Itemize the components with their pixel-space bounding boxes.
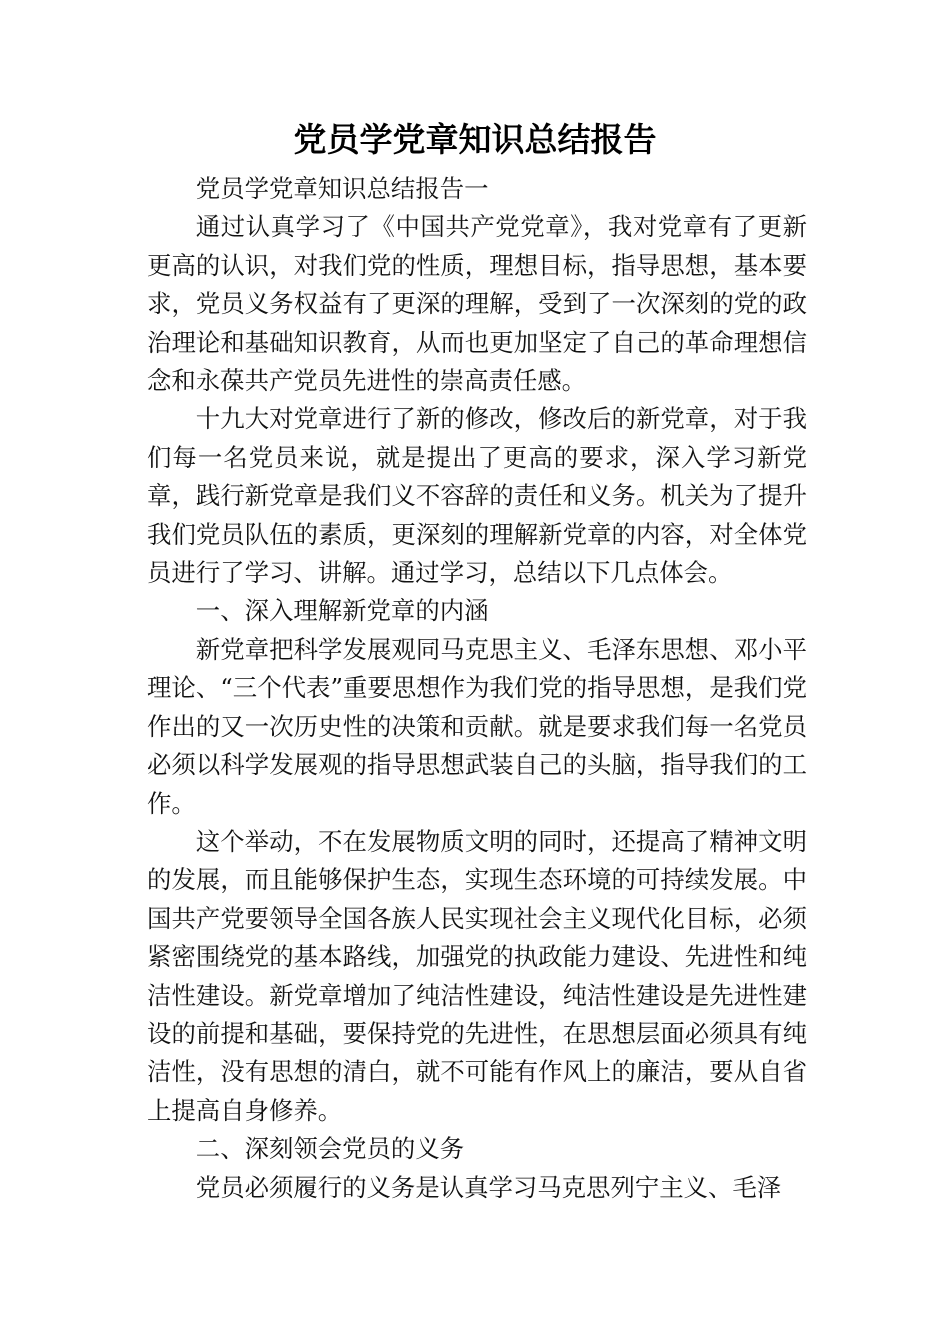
section-heading: 二、深刻领会党员的义务 [195,1134,465,1164]
body-paragraph: 通过认真学习了《中国共产党党章》，我对党章有了更新更高的认识，对我们党的性质，理想目标，指导思想，基本要求，党员义务权益有了更深的理解，受到了一次深刻的党的政治理论和基础知识教育，从而也更加坚定了自己的革命理想信念和永葆共产党员先进性的崇高责任感。 [147,212,807,396]
body-paragraph: 十九大对党章进行了新的修改，修改后的新党章，对于我们每一名党员来说，就是提出了更高的要求，深入学习新党章，践行新党章是我们义不容辞的责任和义务。机关为了提升我们党员队伍的素质，更深刻的理解新党章的内容，对全体党员进行了学习、讲解。通过学习，总结以下几点体会。 [147,404,807,588]
document-body [147,170,807,1207]
body-paragraph: 这个举动，不在发展物质文明的同时，还提高了精神文明的发展，而且能够保护生态，实现生态环境的可持续发展。中国共产党要领导全国各族人民实现社会主义现代化目标，必须紧密围绕党的基本路线，加强党的执政能力建设、先进性和纯洁性建设。新党章增加了纯洁性建设，纯洁性建设是先进性建设的前提和基础，要保持党的先进性，在思想层面必须具有纯洁性，没有思想的清白，就不可能有作风上的廉洁，要从自省上提高自身修养。 [147,826,807,1125]
section-heading: 一、深入理解新党章的内涵 [195,596,489,626]
subtitle-paragraph: 党员学党章知识总结报告一 [195,174,489,203]
document-title: 党员学党章知识总结报告 [293,120,657,159]
body-paragraph: 党员必须履行的义务是认真学习马克思列宁主义、毛泽 [195,1172,782,1202]
body-paragraph: 新党章把科学发展观同马克思主义、毛泽东思想、邓小平理论、“三个代表”重要思想作为我们党的指导思想，是我们党作出的又一次历史性的决策和贡献。就是要求我们每一名党员必须以科学发展观的指导思想武装自己的头脑，指导我们的工作。 [147,634,807,818]
